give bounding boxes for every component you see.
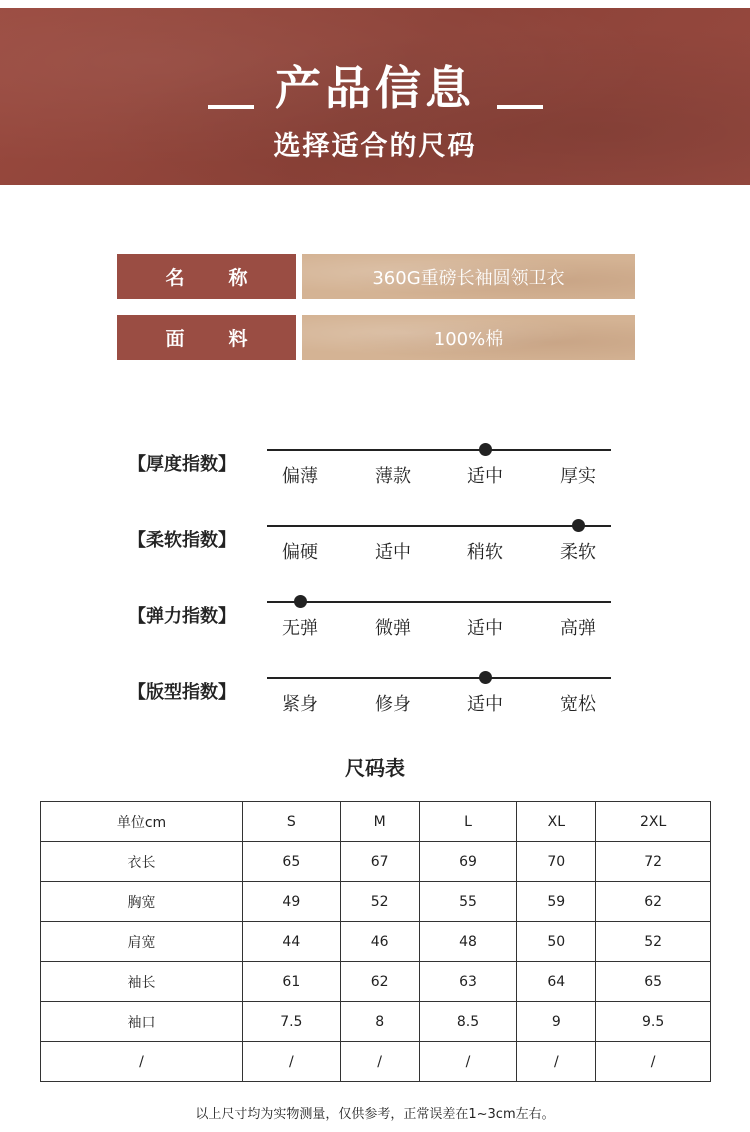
- table-cell: /: [340, 1042, 419, 1082]
- index-label: 【版型指数】: [128, 682, 236, 703]
- table-header-cell: XL: [517, 802, 596, 842]
- table-cell: 69: [419, 842, 517, 882]
- table-row: [41, 922, 711, 962]
- table-cell: /: [517, 1042, 596, 1082]
- index-option: 紧身: [282, 694, 318, 715]
- info-value-name: 360G重磅长袖圆领卫衣: [302, 254, 635, 299]
- table-cell: 7.5: [243, 1002, 341, 1042]
- table-header-cell: S: [243, 802, 341, 842]
- index-label: 【弹力指数】: [128, 606, 236, 627]
- table-cell: 72: [596, 842, 711, 882]
- table-cell: 65: [243, 842, 341, 882]
- table-header-cell: L: [419, 802, 517, 842]
- table-cell: 44: [243, 922, 341, 962]
- index-option: 适中: [467, 618, 503, 639]
- info-value-fabric: 100%棉: [302, 315, 635, 360]
- index-option: 适中: [375, 542, 411, 563]
- index-scale-marker: [294, 595, 307, 608]
- table-cell: /: [596, 1042, 711, 1082]
- index-option: 适中: [467, 694, 503, 715]
- index-option: 偏薄: [282, 466, 318, 487]
- table-cell: 65: [596, 962, 711, 1002]
- table-cell: 衣长: [41, 842, 243, 882]
- index-option: 稍软: [467, 542, 503, 563]
- size-table: [40, 801, 711, 1082]
- size-chart-title: 尺码表: [345, 756, 405, 780]
- index-option: 修身: [375, 694, 411, 715]
- table-cell: 袖口: [41, 1002, 243, 1042]
- table-cell: 63: [419, 962, 517, 1002]
- title-dash-left: [208, 105, 254, 109]
- table-cell: 49: [243, 882, 341, 922]
- info-label-char: 面: [165, 328, 185, 350]
- table-cell: 袖长: [41, 962, 243, 1002]
- page-title: 产品信息: [275, 61, 475, 115]
- table-cell: 70: [517, 842, 596, 882]
- header-banner: [0, 8, 750, 185]
- index-label: 【柔软指数】: [128, 530, 236, 551]
- table-cell: 46: [340, 922, 419, 962]
- table-cell: /: [419, 1042, 517, 1082]
- table-header-row: [41, 802, 711, 842]
- table-row: [41, 1042, 711, 1082]
- index-scale-line: [267, 677, 611, 679]
- index-option: 薄款: [375, 466, 411, 487]
- index-option: 微弹: [375, 618, 411, 639]
- table-cell: 59: [517, 882, 596, 922]
- table-cell: 9: [517, 1002, 596, 1042]
- index-option: 高弹: [560, 618, 596, 639]
- table-cell: 55: [419, 882, 517, 922]
- index-option: 柔软: [560, 542, 596, 563]
- table-cell: 67: [340, 842, 419, 882]
- index-scale-line: [267, 449, 611, 451]
- table-cell: 9.5: [596, 1002, 711, 1042]
- info-label-fabric: [117, 315, 296, 360]
- table-row: [41, 882, 711, 922]
- table-cell: 胸宽: [41, 882, 243, 922]
- table-cell: 50: [517, 922, 596, 962]
- info-label-char: 料: [228, 328, 248, 350]
- index-scale-marker: [572, 519, 585, 532]
- index-option: 无弹: [282, 618, 318, 639]
- info-label-char: 名: [165, 267, 185, 289]
- table-cell: 肩宽: [41, 922, 243, 962]
- index-scale-line: [267, 601, 611, 603]
- table-header-cell: M: [340, 802, 419, 842]
- info-label-name: [117, 254, 296, 299]
- table-cell: /: [243, 1042, 341, 1082]
- table-cell: /: [41, 1042, 243, 1082]
- index-option: 厚实: [560, 466, 596, 487]
- table-row: [41, 842, 711, 882]
- title-dash-right: [497, 105, 543, 109]
- table-row: [41, 1002, 711, 1042]
- table-header-cell: 2XL: [596, 802, 711, 842]
- table-cell: 8.5: [419, 1002, 517, 1042]
- index-option: 适中: [467, 466, 503, 487]
- index-option: 偏硬: [282, 542, 318, 563]
- table-cell: 8: [340, 1002, 419, 1042]
- table-cell: 61: [243, 962, 341, 1002]
- table-cell: 52: [340, 882, 419, 922]
- table-cell: 62: [340, 962, 419, 1002]
- index-scale-line: [267, 525, 611, 527]
- table-cell: 52: [596, 922, 711, 962]
- index-scale-marker: [479, 443, 492, 456]
- index-option: 宽松: [560, 694, 596, 715]
- info-label-char: 称: [228, 267, 248, 289]
- measurement-note: 以上尺寸均为实物测量，仅供参考，正常误差在1~3cm左右。: [195, 1107, 555, 1122]
- index-label: 【厚度指数】: [128, 454, 236, 475]
- table-cell: 64: [517, 962, 596, 1002]
- table-cell: 62: [596, 882, 711, 922]
- table-row: [41, 962, 711, 1002]
- table-header-cell: 单位cm: [41, 802, 243, 842]
- table-cell: 48: [419, 922, 517, 962]
- page-subtitle: 选择适合的尺码: [273, 131, 477, 162]
- index-scale-marker: [479, 671, 492, 684]
